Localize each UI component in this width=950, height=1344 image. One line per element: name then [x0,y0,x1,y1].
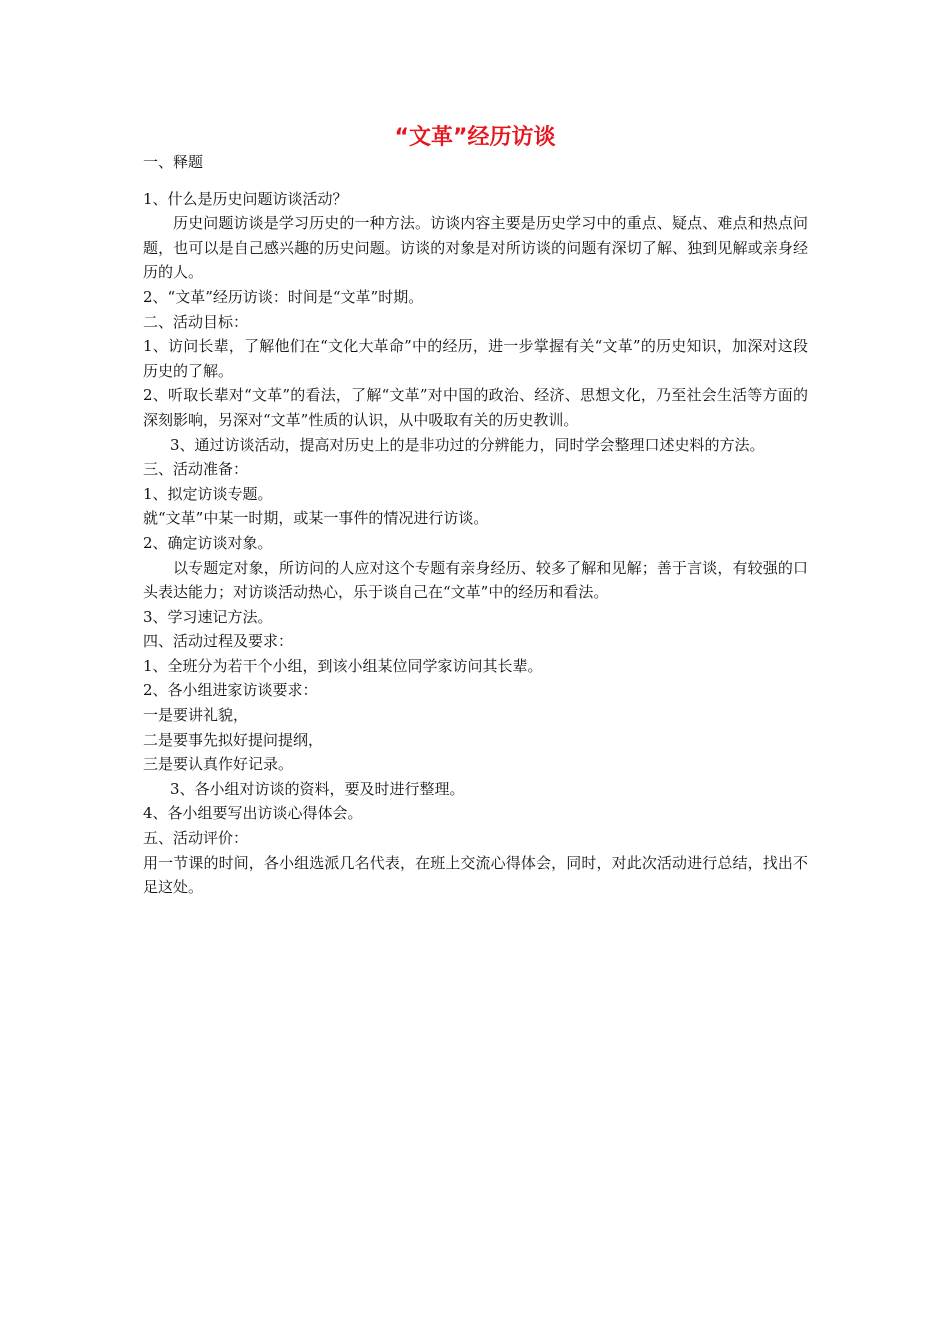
paragraph-definition: 历史问题访谈是学习历史的一种方法。访谈内容主要是历史学习中的重点、疑点、难点和热点问题，也可以是自己感兴趣的历史问题。访谈的对象是对所访谈的问题有深切了解、独到见解或亲身经历的人。 [143,214,808,282]
prep-1-detail: 就“文革”中某一时期，或某一事件的情况进行访谈。 [143,509,489,528]
goal-1: 1、访问长辈，了解他们在“文化大革命”中的经历，进一步掌握有关“文革”的历史知识，加深对这段历史的了解。 [143,337,808,380]
section-heading-4: 四、活动过程及要求： [143,632,294,651]
question-2: 2、“文革”经历访谈：时间是“文革”时期。 [143,287,424,306]
step-4: 4、各小组要写出访谈心得体会。 [143,804,363,823]
prep-1: 1、拟定访谈专题。 [143,484,273,503]
spacer [143,175,808,187]
step-1: 1、全班分为若干个小组，到该小组某位同学家访问其长辈。 [143,656,543,675]
evaluation-paragraph: 用一节课的时间，各小组选派几名代表，在班上交流心得体会，同时，对此次活动进行总结，找出不足这处。 [143,853,808,897]
question-1: 1、什么是历史问题访谈活动？ [143,189,348,208]
document-body [143,150,808,900]
section-heading-2: 二、活动目标： [143,312,249,331]
step-2: 2、各小组进家访谈要求： [143,681,318,700]
step-2-c: 三是要认真作好记录。 [143,755,294,774]
prep-2-detail: 以专题定对象，所访问的人应对这个专题有亲身经历、较多了解和见解；善于言谈，有较强的口头表达能力；对访谈活动热心，乐于谈自己在“文革”中的经历和看法。 [143,558,808,602]
section-heading-1: 一、释题 [143,153,204,171]
prep-3: 3、学习速记方法。 [143,607,273,626]
goal-2: 2、听取长辈对“文革”的看法，了解“文革”对中国的政治、经济、思想文化，乃至社会生活等方面的深刻影响，另深对“文革”性质的认识，从中吸取有关的历史教训。 [143,386,808,429]
section-heading-3: 三、活动准备： [143,460,249,479]
goal-3: 3、通过访谈活动，提高对历史上的是非功过的分辨能力，同时学会整理口述史料的方法。 [170,435,765,454]
step-2-b: 二是要事先拟好提问提纲， [143,730,324,749]
step-2-a: 一是要讲礼貌， [143,706,249,725]
prep-2: 2、确定访谈对象。 [143,533,273,552]
step-3: 3、各小组对访谈的资料，要及时进行整理。 [170,779,465,798]
document-title: “文革”经历访谈 [394,125,556,150]
section-heading-5: 五、活动评价： [143,829,249,848]
